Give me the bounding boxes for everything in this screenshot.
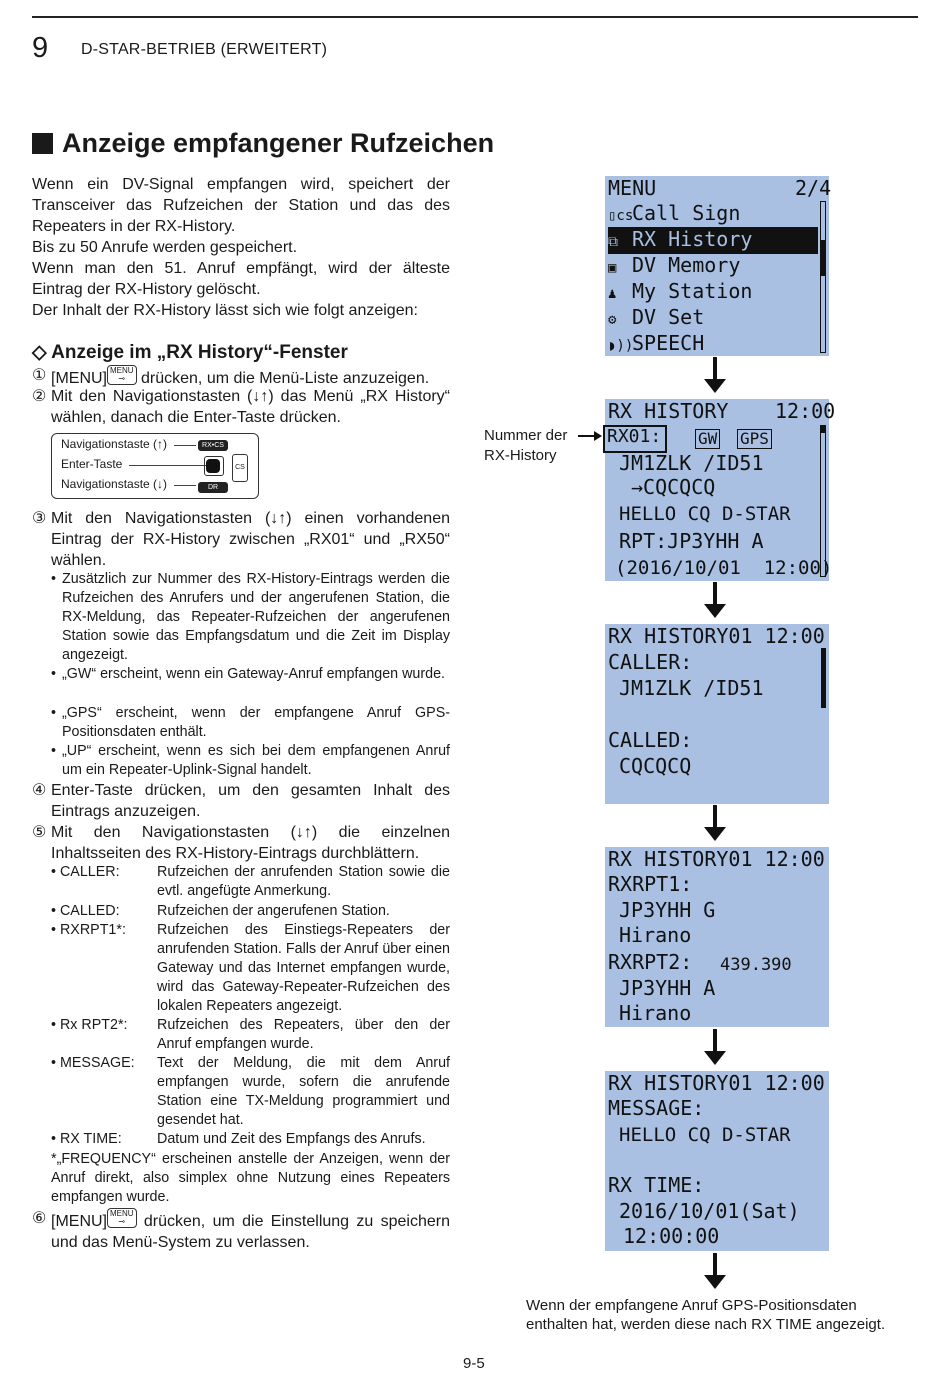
intro-text (32, 174, 450, 321)
rxrpt2-name: Hirano (619, 1001, 692, 1025)
chapter-title: D-STAR-BETRIEB (ERWEITERT) (81, 41, 328, 58)
caller-label: CALLER: (608, 650, 693, 674)
figure-caption: Wenn der empfangene Anruf GPS-Positionsdaten enthalten hat, werden diese nach RX TIME angezeigt. (526, 1297, 886, 1333)
enter-key-label: Enter-Taste (61, 457, 123, 471)
header-rule (32, 16, 918, 18)
section-title-text: Anzeige empfangener Rufzeichen (62, 128, 495, 158)
rxrpt1-name: Hirano (619, 923, 692, 947)
step-2 (32, 386, 450, 428)
step-number: ③ (32, 510, 47, 527)
lcd-message-screen (605, 1071, 829, 1251)
step-number: ⑤ (32, 824, 47, 841)
menu-item: ♟ My Station (608, 279, 752, 306)
definition-item: • MESSAGE: Text der Meldung, die mit dem Anruf empfangen wurde, sofern die anrufende Station eine TX-Meldung programmiert und gesendet hat. (51, 1055, 450, 1128)
screen-title: RX HISTORY01 12:00 (608, 847, 825, 871)
called-callsign: →CQCQCQ (631, 475, 716, 499)
step-number: ⑥ (32, 1210, 47, 1227)
rx-date: 2016/10/01(Sat) (619, 1199, 800, 1223)
step-text: drücken, um die Einstellung zu speichern und das Menü-System zu verlassen. (51, 1213, 450, 1251)
footnote: *„FREQUENCY“ erscheinen anstelle der Anzeigen, wenn der Anruf direkt, also simplex ohne Nutzung eines Repeaters empfangen wurde. (51, 1151, 450, 1205)
step-3 (32, 508, 450, 571)
bullet-item: • „GPS“ erscheint, wenn der empfangene Anruf GPS-Positionsdaten enthält. (51, 705, 450, 740)
rxrpt1-label: RXRPT1: (608, 872, 693, 896)
intro-line: Wenn ein DV-Signal empfangen wird, speichert der Transceiver das Rufzeichen der Station und das des Repeaters in der RX-History. (32, 176, 450, 235)
screen-title: RX HISTORY01 12:00 (608, 1071, 825, 1095)
page-number: 9-5 (463, 1355, 485, 1372)
menu-page: 2/4 (795, 176, 832, 200)
rxrpt1-callsign: JP3YHH G (619, 898, 716, 922)
scrollbar-track (820, 425, 826, 577)
lcd-menu-screen (605, 176, 832, 356)
intro-line: Der Inhalt der RX-History lässt sich wie folgt anzeigen: (32, 302, 418, 319)
definition-item: • Rx RPT2*: Rufzeichen des Repeaters, über den der Anruf empfangen wurde. (51, 1017, 450, 1052)
rx-cs-key: RX•CS (198, 440, 228, 451)
my-station-icon: ♟ (608, 286, 617, 302)
step-text: Mit den Navigationstasten (↓↑) die einzelnen Inhaltsseiten des RX-History-Eintrags durchblättern. (51, 824, 450, 862)
rx-entry-number: RX01: (607, 426, 662, 447)
gps-badge: GPS (737, 425, 772, 449)
menu-item: ⚙ DV Set (608, 305, 704, 332)
screen-title: RX HISTORY01 12:00 (608, 624, 825, 648)
call-sign-icon: ▯cs (608, 208, 634, 224)
menu-key-icon: MENU ⊸ (107, 1208, 137, 1228)
step-text: Mit den Navigationstasten (↓↑) das Menü „RX History“ wählen, danach die Enter-Taste drücken. (51, 388, 450, 426)
step-4 (32, 780, 450, 822)
message-label: MESSAGE: (608, 1096, 705, 1120)
section-title (32, 128, 494, 159)
key-cluster (190, 436, 256, 494)
bullet-item: • „GW“ erscheint, wenn ein Gateway-Anruf empfangen wurde. (51, 666, 446, 682)
definition-item: • CALLED: Rufzeichen der angerufenen Station. (51, 903, 390, 919)
screen-time: 12:00 (775, 399, 836, 423)
scrollbar-thumb (821, 648, 826, 708)
speech-icon: ◗)) (608, 338, 634, 354)
step-text: drücken, um die Menü-Liste anzuzeigen. (136, 370, 430, 387)
definition-item: • RXRPT1*: Rufzeichen des Einstiegs-Repeaters der anrufenden Station. Falls der Anruf über einen Gateway und das Internet empfangen wurde, wird das Gateway-Repeater-Rufzeichen des lokalen Repeaters angezeigt. (51, 922, 450, 1014)
step-text: Enter-Taste drücken, um den gesamten Inhalt des Eintrags anzuzeigen. (51, 782, 450, 820)
dr-key: DR (198, 482, 228, 493)
called-label: CALLED: (608, 728, 693, 752)
step-number: ② (32, 388, 47, 405)
definition-item: • CALLER: Rufzeichen der anrufenden Station sowie die evtl. angefügte Anmerkung. (51, 864, 450, 899)
definition-item: • RX TIME: Datum und Zeit des Empfangs des Anrufs. (51, 1131, 426, 1147)
cs-key: CS (232, 454, 248, 482)
called-callsign: CQCQCQ (619, 754, 692, 778)
enter-key-icon (206, 459, 220, 473)
step-text: Mit den Navigationstasten (↓↑) einen vorhandenen Eintrag der RX-History zwischen „RX01“ und „RX50“ wählen. (51, 510, 450, 569)
rx-time: 12:00:00 (623, 1224, 720, 1248)
menu-item-selected: ⧉ RX History (608, 227, 818, 254)
bullet-item: • Zusätzlich zur Nummer des RX-History-Eintrags werden die Rufzeichen des Anrufers und der angerufenen Station, die RX-Meldung, das Repeater-Rufzeichen der angerufenen Station sowie das Empfangsdatum und die Zeit im Display angezeigt. (51, 571, 450, 663)
step-text: [MENU] (51, 1213, 107, 1230)
bullet-item: • „UP“ erscheint, wenn es sich bei dem empfangenen Anruf um ein Repeater-Uplink-Signal handelt. (51, 743, 450, 778)
rxrpt2-label: RXRPT2: (608, 950, 693, 974)
message-text: HELLO CQ D-STAR (619, 1124, 791, 1146)
gw-badge: GW (695, 425, 720, 449)
lcd-repeater-screen (605, 847, 829, 1027)
menu-item: ◗))SPEECH (608, 331, 704, 358)
rx-history-icon: ⧉ (608, 234, 618, 250)
scrollbar-thumb (821, 425, 826, 433)
step-number: ④ (32, 782, 47, 799)
rx-message: HELLO CQ D-STAR (619, 503, 791, 525)
caller-callsign: JM1ZLK /ID51 (619, 676, 764, 700)
step-5 (32, 822, 450, 864)
rx-time-label: RX TIME: (608, 1173, 705, 1197)
menu-item: ▣ DV Memory (608, 253, 740, 280)
rxrpt2-frequency: 439.390 (720, 955, 792, 975)
lcd-caller-screen (605, 624, 829, 804)
dv-memory-icon: ▣ (608, 260, 617, 276)
intro-line: Wenn man den 51. Anruf empfängt, wird der älteste Eintrag der RX-History gelöscht. (32, 260, 450, 298)
repeater-callsign: RPT:JP3YHH A (619, 529, 764, 553)
screen-title: RX HISTORY (608, 399, 729, 423)
subsection-title: ◇ Anzeige im „RX History“-Fenster (32, 342, 348, 363)
intro-line: Bis zu 50 Anrufe werden gespeichert. (32, 239, 298, 256)
navigation-key-diagram (51, 433, 259, 499)
scrollbar-thumb (821, 240, 826, 276)
callout-highlight-box (603, 425, 667, 453)
step-number: ① (32, 367, 47, 384)
nav-up-label: Navigationstaste (↑) (61, 437, 168, 451)
step-text: [MENU] (51, 370, 107, 387)
callout-label: Nummer der RX-History (484, 427, 568, 464)
rxrpt2-callsign: JP3YHH A (619, 976, 716, 1000)
menu-title: MENU (608, 176, 657, 200)
step-6 (32, 1208, 450, 1253)
caller-callsign: JM1ZLK /ID51 (619, 451, 764, 475)
scrollbar-track (820, 201, 826, 353)
rx-datetime: (2016/10/01 12:00) (615, 557, 833, 579)
chapter-number: 9 (32, 32, 49, 64)
dv-set-icon: ⚙ (608, 312, 617, 328)
nav-down-label: Navigationstaste (↓) (61, 477, 168, 491)
callout-arrow-icon (594, 431, 602, 441)
square-bullet-icon (32, 133, 53, 154)
menu-key-icon: MENU ⊸ (107, 365, 137, 385)
menu-item: ▯csCall Sign (608, 201, 740, 228)
